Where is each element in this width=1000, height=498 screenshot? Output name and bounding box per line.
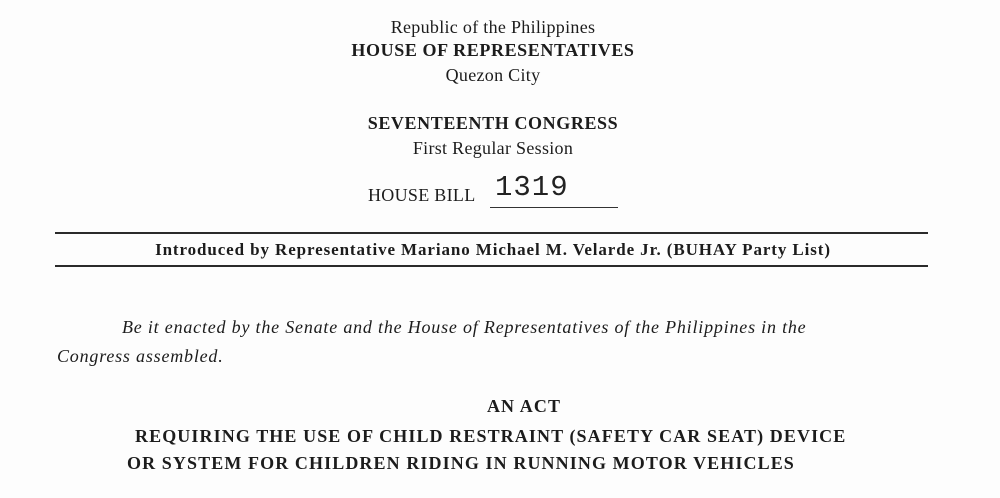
bill-number-underline <box>490 207 618 208</box>
act-title-line-1: REQUIRING THE USE OF CHILD RESTRAINT (SAFETY CAR SEAT) DEVICE <box>135 426 847 446</box>
enacting-clause-line-1: Be it enacted by the Senate and the House of Representatives of the Philippines in the <box>122 317 807 337</box>
enacting-clause-line-2: Congress assembled. <box>57 346 224 366</box>
city-name: Quezon City <box>445 65 541 85</box>
country-name: Republic of the Philippines <box>390 17 596 37</box>
act-title-line-2: OR SYSTEM FOR CHILDREN RIDING IN RUNNING MOTOR VEHICLES <box>127 453 795 473</box>
bill-label: HOUSE BILL <box>368 185 476 205</box>
chamber-name: HOUSE OF REPRESENTATIVES <box>351 40 635 60</box>
congress-name: SEVENTEENTH CONGRESS <box>367 113 619 133</box>
bottom-divider-rule <box>55 265 928 267</box>
introduced-by: Introduced by Representative Mariano Michael M. Velarde Jr. (BUHAY Party List) <box>155 240 831 259</box>
top-divider-rule <box>55 232 928 234</box>
bill-number: 1319 <box>495 171 569 204</box>
act-heading: AN ACT <box>486 396 562 416</box>
session-name: First Regular Session <box>412 138 574 158</box>
